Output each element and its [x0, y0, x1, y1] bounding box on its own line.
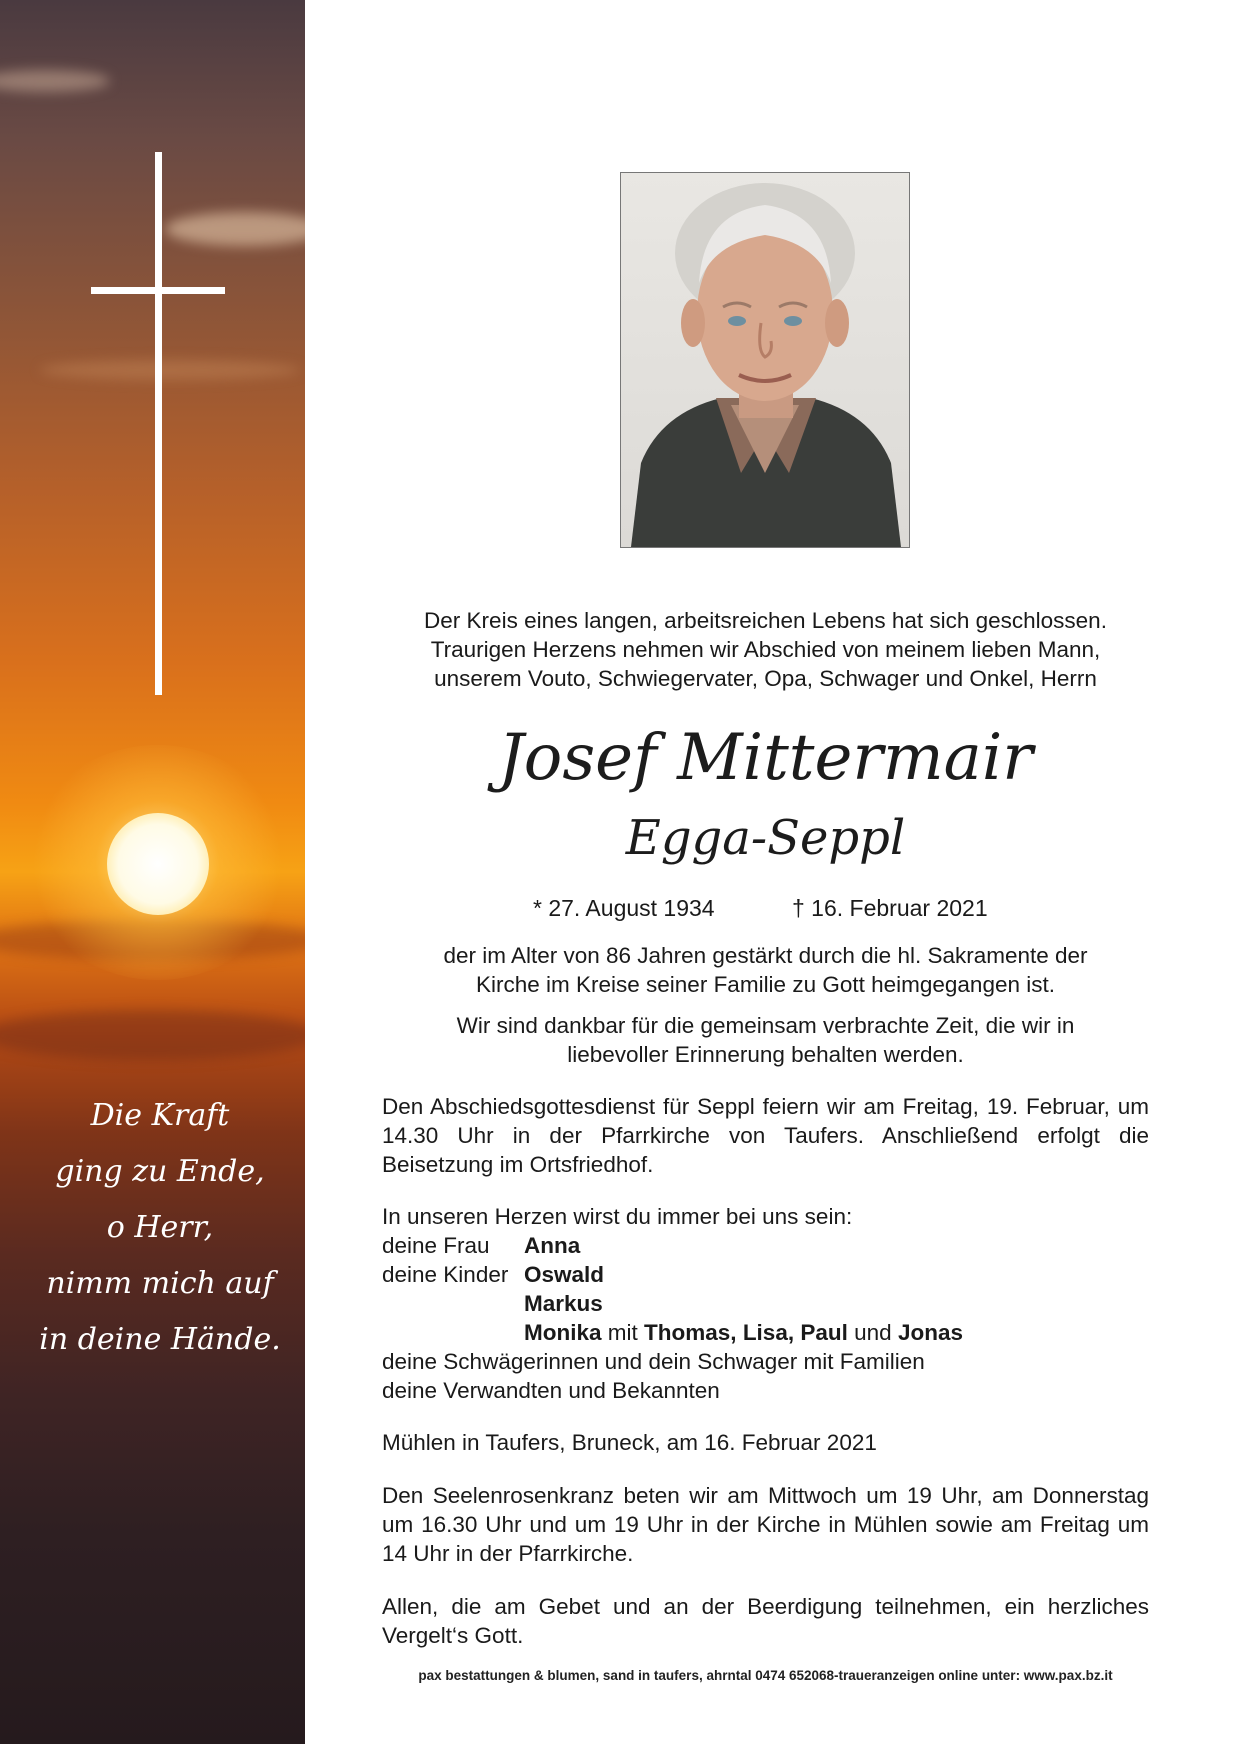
mourner-row — [382, 1231, 1149, 1260]
service-text: Den Abschiedsgottesdienst für Seppl feiern wir am Freitag, 19. Februar, um 14.30 Uhr in der Pfarrkirche von Taufers. Anschließend erfolgt die Beisetzung im Ortsfriedhof. — [382, 1094, 1149, 1177]
mourner-row: deine Verwandten und Bekannten — [382, 1378, 720, 1403]
deceased-name: Josef Mittermair — [498, 721, 1033, 795]
closing-text: Allen, die am Gebet und an der Beerdigung teilnehmen, ein herzliches Vergelt‘s Gott. — [382, 1594, 1149, 1648]
deceased-nickname: Egga-Seppl — [625, 810, 906, 866]
mourner-label: deine Frau — [382, 1233, 490, 1258]
mourner-label: deine Kinder — [382, 1262, 509, 1287]
intro-line: Der Kreis eines langen, arbeitsreichen Lebens hat sich geschlossen. — [424, 608, 1107, 633]
thanks-line: Wir sind dankbar für die gemeinsam verbrachte Zeit, die wir in — [456, 1013, 1075, 1038]
age-line: Kirche im Kreise seiner Familie zu Gott heimgegangen ist. — [475, 972, 1055, 997]
mourners-heading: In unseren Herzen wirst du immer bei uns sein: — [382, 1204, 853, 1229]
death-date: † 16. Februar 2021 — [792, 895, 988, 921]
verse-line: ging zu Ende, — [55, 1154, 265, 1189]
portrait-photo — [620, 172, 910, 548]
cloud-shape — [0, 1010, 305, 1060]
cross-icon-bar — [91, 287, 225, 294]
mourner-name: Markus — [524, 1291, 603, 1316]
mourner-row — [382, 1318, 1149, 1347]
mourner-row — [382, 1260, 1149, 1289]
sun-icon — [107, 813, 209, 915]
cross-icon — [155, 152, 162, 695]
intro-line: Traurigen Herzens nehmen wir Abschied von meinem lieben Mann, — [430, 637, 1101, 662]
intro-line: unserem Vouto, Schwiegervater, Opa, Schwager und Onkel, Herrn — [434, 666, 1097, 691]
mourner-name: Jonas — [897, 1320, 963, 1345]
mourners-list — [382, 1202, 1149, 1405]
footer-text: pax bestattungen & blumen, sand in taufers, ahrntal 0474 652068-traueranzeigen online unter: www.pax.bz.it — [418, 1668, 1113, 1683]
verse-line: Die Kraft — [90, 1098, 230, 1133]
verse-line: o Herr, — [106, 1210, 214, 1245]
sunset-banner — [0, 0, 305, 1744]
mourner-name: Monika — [524, 1320, 602, 1345]
cloud-shape — [165, 212, 305, 246]
memorial-verse — [0, 1088, 305, 1368]
cloud-shape — [40, 360, 300, 380]
mourner-row — [382, 1289, 1149, 1318]
mourner-row: deine Schwägerinnen und dein Schwager mit Familien — [382, 1349, 925, 1374]
thanks-line: liebevoller Erinnerung behalten werden. — [567, 1042, 964, 1067]
mourner-connector: mit — [607, 1320, 638, 1345]
mourner-name: Oswald — [524, 1262, 605, 1287]
age-text — [382, 941, 1149, 999]
age-line: der im Alter von 86 Jahren gestärkt durch die hl. Sakramente der — [443, 943, 1088, 968]
cloud-shape — [0, 70, 110, 92]
intro-text — [382, 606, 1149, 693]
verse-line: nimm mich auf — [46, 1266, 274, 1301]
rosary-text: Den Seelenrosenkranz beten wir am Mittwoch um 19 Uhr, am Donnerstag um 16.30 Uhr und um 19 Uhr in der Kirche in Mühlen sowie am Freitag um 14 Uhr in der Pfarrkirche. — [382, 1483, 1149, 1566]
thanks-text — [382, 1011, 1149, 1069]
mourner-connector: und — [854, 1320, 892, 1345]
verse-line: in deine Hände. — [39, 1322, 281, 1357]
mourner-name: Anna — [524, 1233, 581, 1258]
place-date: Mühlen in Taufers, Bruneck, am 16. Februar 2021 — [382, 1430, 877, 1455]
portrait-illustration — [621, 173, 909, 547]
mourner-name: Thomas, Lisa, Paul — [644, 1320, 848, 1345]
birth-date: * 27. August 1934 — [533, 895, 715, 921]
